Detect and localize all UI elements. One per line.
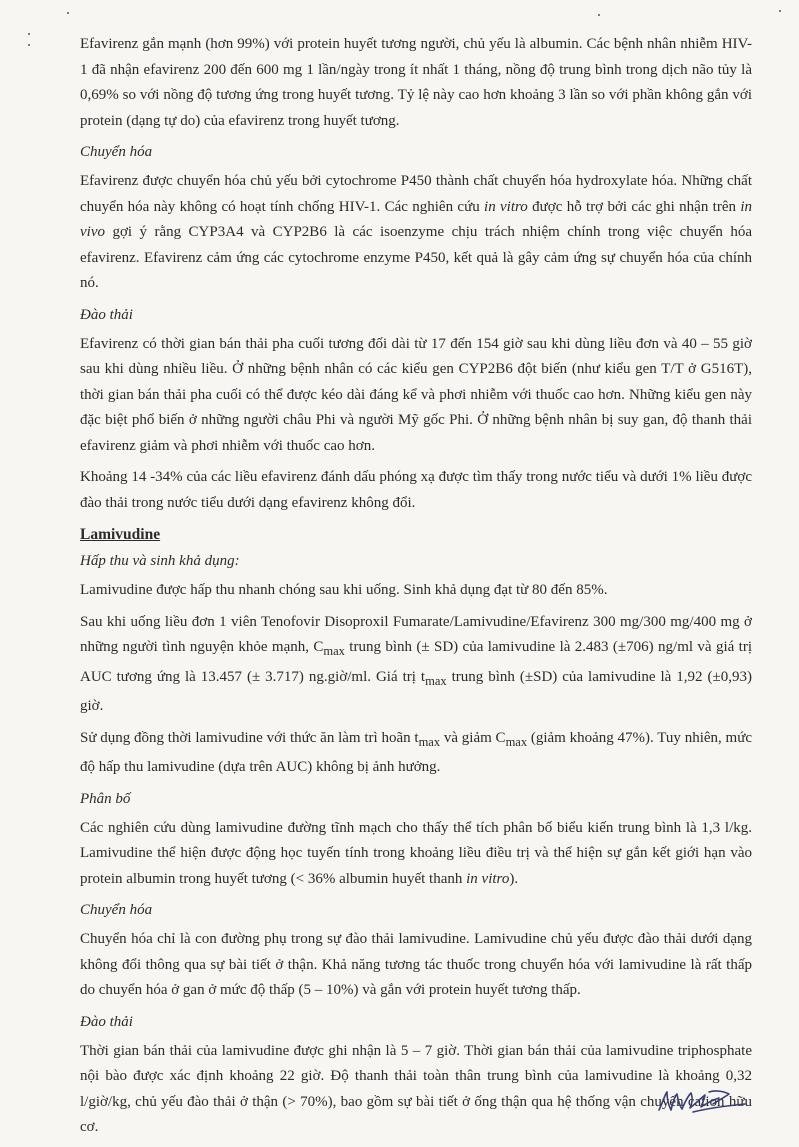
lamivudine-absorption-paragraph: Lamivudine được hấp thu nhanh chóng sau khi uống. Sinh khả dụng đạt từ 80 đến 85%. [80,582,608,598]
efavirenz-metabolism-paragraph: Efavirenz được chuyển hóa chủ yếu bởi cytochrome P450 thành chất chuyển hóa hydroxylate hóa. Những chất chuyển hóa này không có hoạt tính chống HIV-1. Các nghiên cứu in vitro được hỗ trợ bởi các ghi nhận trên in vivo gợi ý rằng CYP3A4 và CYP2B6 là các isoenzyme chịu trách nhiệm chính trong việc chuyển hóa efavirenz. Efavirenz cảm ứng các cytochrome enzyme P450, kết quả là gây cảm ứng sự chuyển hóa của chính nó. [80,173,752,291]
lamivudine-food-effect-paragraph: Sử dụng đồng thời lamivudine với thức ăn làm trì hoãn $t_{max}$ và giảm $C_{max}$ (giảm khoảng 47%). Tuy nhiên, mức độ hấp thu lamivudine (dựa trên AUC) không bị ảnh hưởng. [80,729,752,775]
efavirenz-protein-binding-paragraph: Efavirenz gắn mạnh (hơn 99%) với protein huyết tương người, chủ yếu là albumin. Các bệnh nhân nhiễm HIV-1 đã nhận efavirenz 200 đến 600 mg 1 lần/ngày trong ít nhất 1 tháng, nồng độ trung bình trong dịch não tủy là 0,69% so với nồng độ tương ứng trong huyết tương. Tỷ lệ này cao hơn khoảng 3 lần so với phần không gắn với protein (dạng tự do) của efavirenz trong huyết tương. [80,36,752,129]
lamivudine-elimination-paragraph: Thời gian bán thải của lamivudine được ghi nhận là 5 – 7 giờ. Thời gian bán thải của lamivudine triphosphate nội bào được xác định khoảng 22 giờ. Độ thanh thải toàn thân trung bình của lamivudine là khoảng 0,32 l/giờ/kg, chủ yếu đào thải ở thận (> 70%), bao gồm sự bài tiết ở ống thận qua hệ thống vận chuyển cation hữu cơ. [80,1042,752,1135]
lamivudine-metabolism-paragraph: Chuyển hóa chỉ là con đường phụ trong sự đào thải lamivudine. Lamivudine chủ yếu được đào thải dưới dạng không đổi thông qua sự bài tiết ở thận. Khả năng tương tác thuốc trong chuyển hóa với lamivudine là rất thấp do chuyển hóa ở gan ở mức độ thấp (5 – 10%) và gắn với protein huyết tương thấp. [80,931,752,998]
lamivudine-pharmacokinetics-paragraph: Sau khi uống liều đơn 1 viên Tenofovir Disoproxil Fumarate/Lamivudine/Efavirenz 300 mg/300 mg/400 mg ở những người tình nguyện khỏe mạnh, $C_{max}$ trung bình (± SD) của lamivudine là 2.483 (±706) ng/ml và giá trị AUC tương ứng là 13.457 (± 3.717) ng.giờ/ml. Giá trị $t_{max}$ trung bình (±SD) của lamivudine là 1,92 (±0,93) giờ. [80,613,752,714]
lamivudine-distribution-heading: Phân bố [80,790,131,807]
lamivudine-metabolism-heading: Chuyển hóa [80,902,153,918]
scan-speck [28,33,30,35]
efavirenz-elimination-heading: Đào thải [80,306,133,323]
scan-speck [779,10,781,12]
scan-speck [28,44,30,46]
lamivudine-section-title: Lamivudine [80,526,161,543]
signature-icon [655,1082,750,1122]
lamivudine-distribution-paragraph: Các nghiên cứu dùng lamivudine đường tĩnh mạch cho thấy thể tích phân bố biểu kiến trung bình là 1,3 l/kg. Lamivudine thể hiện được động học tuyến tính trong khoảng liều điều trị và thể hiện sự gắn kết giới hạn vào protein albumin trong huyết tương (< 36% albumin huyết thanh in vitro). [80,819,752,887]
efavirenz-urine-paragraph: Khoảng 14 -34% của các liều efavirenz đánh dấu phóng xạ được tìm thấy trong nước tiểu và dưới 1% liều được đào thải trong nước tiểu dưới dạng efavirenz không đổi. [80,469,752,511]
handwritten-signature [655,1082,750,1127]
lamivudine-absorption-heading: Hấp thu và sinh khả dụng: [80,553,240,569]
scan-speck [598,14,600,16]
scan-speck [67,12,69,14]
efavirenz-elimination-paragraph: Efavirenz có thời gian bán thải pha cuối tương đối dài từ 17 đến 154 giờ sau khi dùng liều đơn và 40 – 55 giờ sau khi dùng nhiều liều. Ở những bệnh nhân có các kiểu gen CYP2B6 đột biến (như kiểu gen T/T ở G516T), thời gian bán thải pha cuối có thể được kéo dài đáng kể và phơi nhiễm với thuốc cao hơn. Những kiểu gen này đặc biệt phổ biến ở những người châu Phi và người Mỹ gốc Phi. Ở những bệnh nhân bị suy gan, độ thanh thải efavirenz giảm và phơi nhiễm với thuốc cao hơn. [80,335,752,454]
lamivudine-elimination-heading: Đào thải [80,1013,133,1030]
efavirenz-metabolism-heading: Chuyển hóa [80,144,153,160]
document-page [80,32,752,1147]
